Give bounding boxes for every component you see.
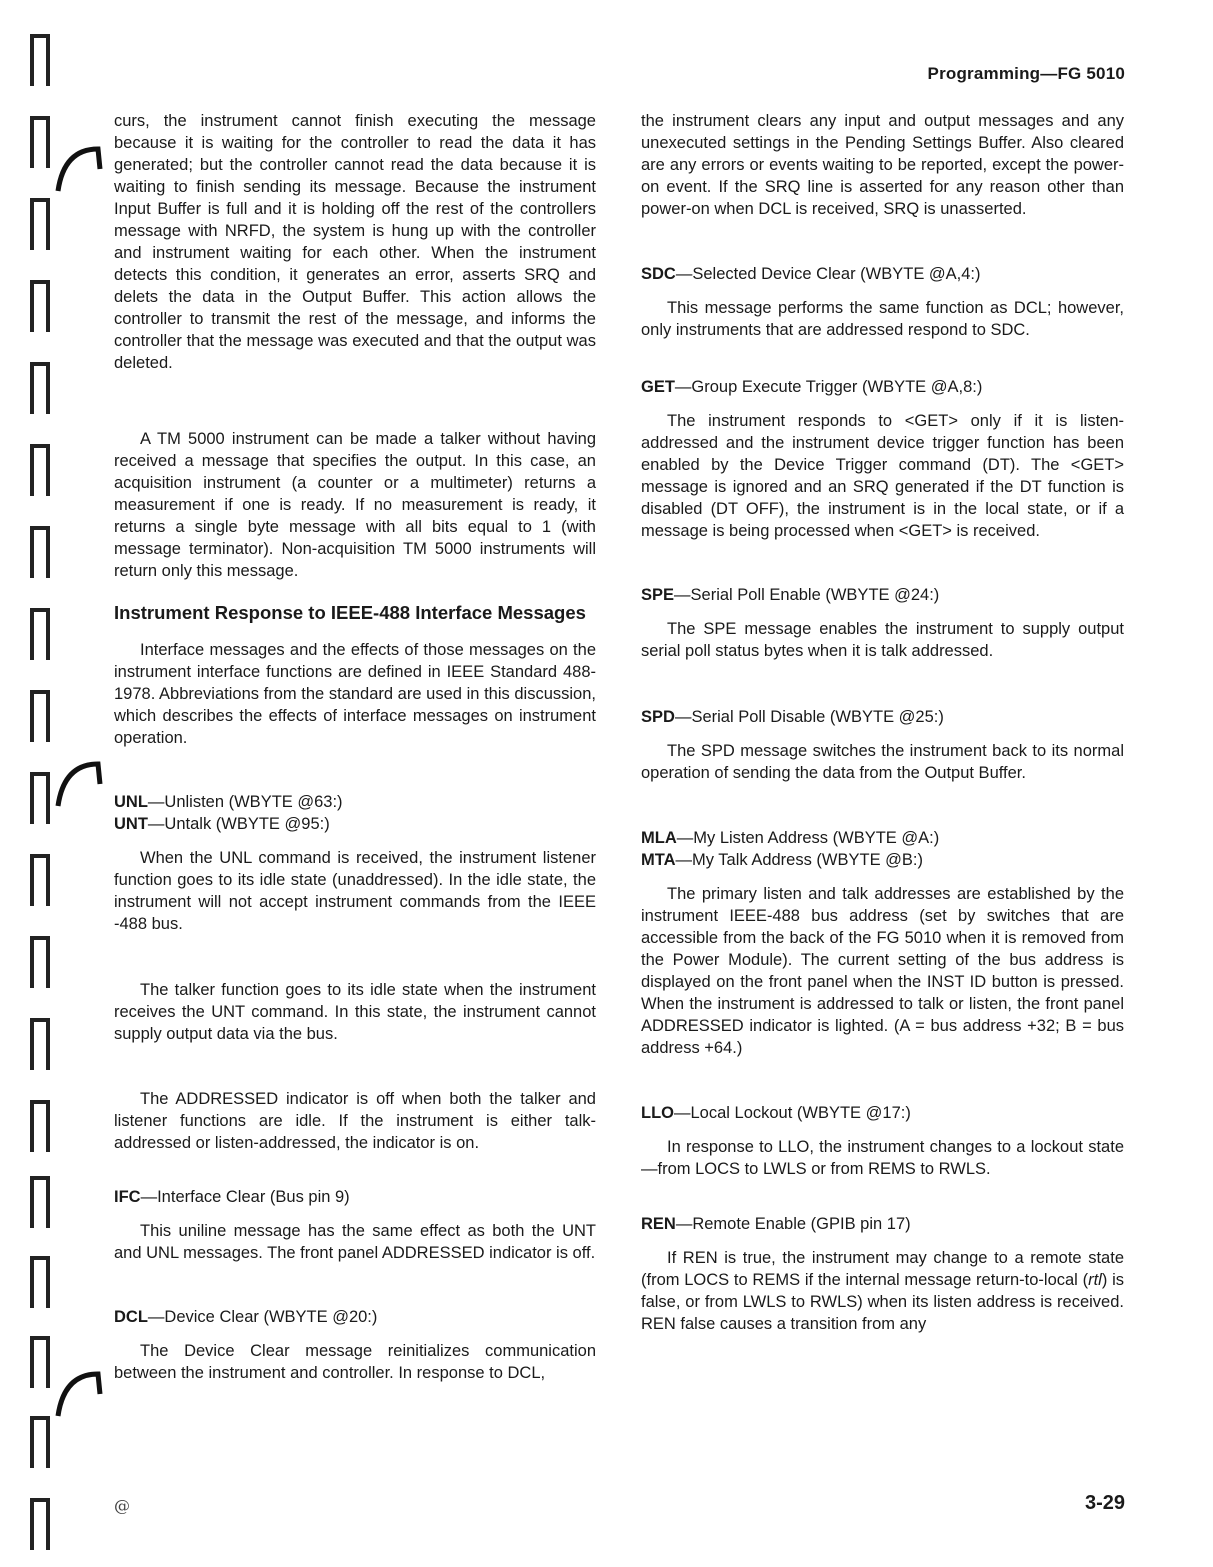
binder-ring-icon [54,145,104,193]
term-abbr: SDC [641,265,676,283]
paragraph [641,1247,1124,1335]
binder-holes [14,0,84,1567]
term-text: —Group Execute Trigger (WBYTE @A,8:) [674,378,983,396]
binder-hole-icon [28,850,54,908]
paragraph: The SPE message enables the instrument to supply output serial poll status bytes when it is talk addressed. [641,620,1124,660]
paragraph: The instrument responds to <GET> only if it is listen-addressed and the instrument device trigger function has been enabled by the Device Trigger command (DT). The <GET> message is ignored and an SRQ generated if the DT function is disabled (DT OFF), the instrument is in the local state, or if a message is being processed when <GET> is received. [641,412,1124,540]
section-heading: Instrument Response to IEEE-488 Interface Messages [114,602,586,623]
term-text: —Remote Enable (GPIB pin 17) [675,1215,911,1233]
page-number: 3-29 [1084,1492,1125,1514]
paragraph: The ADDRESSED indicator is off when both the talker and listener functions are idle. If the instrument is either talk-addressed or listen-addressed, the indicator is on. [114,1090,596,1152]
binder-hole-icon [28,1172,54,1230]
paragraph: A TM 5000 instrument can be made a talker without having received a message that specifies the output. In this case, an acquisition instrument (a counter or a multimeter) returns a measurement if one is ready. If no measurement is ready, it returns a single byte message with all bits equal to 1 (with message terminator). Non-acquisition TM 5000 instruments will return only this message. [114,430,596,580]
term-text: —My Listen Address (WBYTE @A:) [676,829,940,847]
paragraph: curs, the instrument cannot finish executing the message because it is waiting for the controller to read the data it has generated; but the controller cannot read the data because it is waiting to finish sending its message. Because the instrument Input Buffer is full and it is holding off the rest of the controllers message with NRFD, the system is hung up with the controller and instrument waiting for each other. When the instrument detects this condition, it generates an error, asserts SRQ and delets the data in the Output Buffer. This action allows the controller to transmit the rest of the message, and informs the controller that the message was executed and that the output was deleted. [114,112,596,372]
term-abbr: GET [641,378,675,396]
paragraph: In response to LLO, the instrument changes to a lockout state—from LOCS to LWLS or from REMS to RWLS. [641,1138,1124,1178]
term-text: —Selected Device Clear (WBYTE @A,4:) [675,265,981,283]
binder-hole-icon [28,276,54,334]
term-get [641,376,1124,398]
term-abbr: MTA [641,851,676,869]
binder-hole-icon [28,932,54,990]
paragraph: This uniline message has the same effect as both the UNT and UNL messages. The front panel ADDRESSED indicator is off. [114,1222,596,1262]
term-mta [641,849,1124,871]
binder-hole-icon [28,604,54,662]
term-text: —Serial Poll Enable (WBYTE @24:) [674,586,940,604]
term-unl [114,791,596,813]
term-text: —Unlisten (WBYTE @63:) [147,793,343,811]
binder-hole-icon [28,686,54,744]
right-column [641,110,1124,1335]
footer-symbol: @ [114,1496,130,1515]
term-text: —Local Lockout (WBYTE @17:) [674,1104,911,1122]
term-text: —My Talk Address (WBYTE @B:) [675,851,924,869]
paragraph: The talker function goes to its idle state when the instrument receives the UNT command. In this state, the instrument cannot supply output data via the bus. [114,981,596,1043]
binder-hole-icon [28,1014,54,1072]
term-mla [641,827,1124,849]
binder-hole-icon [28,112,54,170]
term-abbr: UNT [114,815,148,833]
text-run-italic: rtl [1088,1271,1102,1289]
binder-hole-icon [28,1252,54,1310]
term-spe [641,584,1124,606]
binder-ring-icon [54,760,104,808]
binder-hole-icon [28,1332,54,1390]
paragraph: The Device Clear message reinitializes communication between the instrument and controller. In response to DCL, [114,1342,596,1382]
binder-hole-icon [28,30,54,88]
term-abbr: DCL [114,1308,148,1326]
left-column [114,110,596,1384]
page-header: Programming—FG 5010 [927,64,1125,83]
binder-hole-icon [28,1494,54,1552]
text-run: If REN is true, the instrument may change to a remote state (from LOCS to REMS if the internal message return-to-local ( [641,1249,1124,1289]
binder-hole-icon [28,194,54,252]
term-text: —Interface Clear (Bus pin 9) [140,1188,350,1206]
term-abbr: SPE [641,586,675,604]
term-dcl [114,1306,596,1328]
term-text: —Untalk (WBYTE @95:) [147,815,330,833]
binder-hole-icon [28,522,54,580]
term-llo [641,1102,1124,1124]
text-run: ) is false, or from LWLS to RWLS) when its listen address is received. REN false causes a transition from any [641,1271,1124,1333]
term-text: —Device Clear (WBYTE @20:) [147,1308,378,1326]
term-ren [641,1213,1124,1235]
term-unt [114,813,596,835]
paragraph: This message performs the same function as DCL; however, only instruments that are addressed respond to SDC. [641,299,1124,339]
term-abbr: IFC [114,1188,141,1206]
term-abbr: REN [641,1215,676,1233]
term-abbr: UNL [114,793,148,811]
binder-hole-icon [28,1096,54,1154]
term-ifc [114,1186,596,1208]
term-abbr: SPD [641,708,675,726]
term-text: —Serial Poll Disable (WBYTE @25:) [674,708,944,726]
term-abbr: LLO [641,1104,674,1122]
paragraph: The SPD message switches the instrument back to its normal operation of sending the data from the Output Buffer. [641,742,1124,782]
binder-ring-icon [54,1370,104,1418]
paragraph: the instrument clears any input and output messages and any unexecuted settings in the Pending Settings Buffer. Also cleared are any errors or events waiting to be reported, except the power-on event. If the SRQ line is asserted for any reason other than power-on when DCL is received, SRQ is unasserted. [641,112,1124,218]
term-abbr: MLA [641,829,677,847]
paragraph: The primary listen and talk addresses are established by the instrument IEEE-488 bus address (set by switches that are accessible from the back of the FG 5010 when it is removed from the Power Module). The current setting of the bus address is displayed on the front panel when the INST ID button is pressed. When the instrument is addressed to talk or listen, the front panel ADDRESSED indicator is lighted. (A = bus address +32; B = bus address +64.) [641,885,1124,1057]
paragraph: When the UNL command is received, the instrument listener function goes to its idle state (unaddressed). In the idle state, the instrument will not accept instrument commands from the IEEE -488 bus. [114,849,596,933]
binder-hole-icon [28,1412,54,1470]
term-sdc [641,263,1124,285]
term-spd [641,706,1124,728]
binder-hole-icon [28,768,54,826]
binder-hole-icon [28,440,54,498]
binder-hole-icon [28,358,54,416]
paragraph: Interface messages and the effects of those messages on the instrument interface functions are defined in IEEE Standard 488-1978. Abbreviations from the standard are used in this discussion, which describes the effects of interface messages on instrument operation. [114,641,596,747]
